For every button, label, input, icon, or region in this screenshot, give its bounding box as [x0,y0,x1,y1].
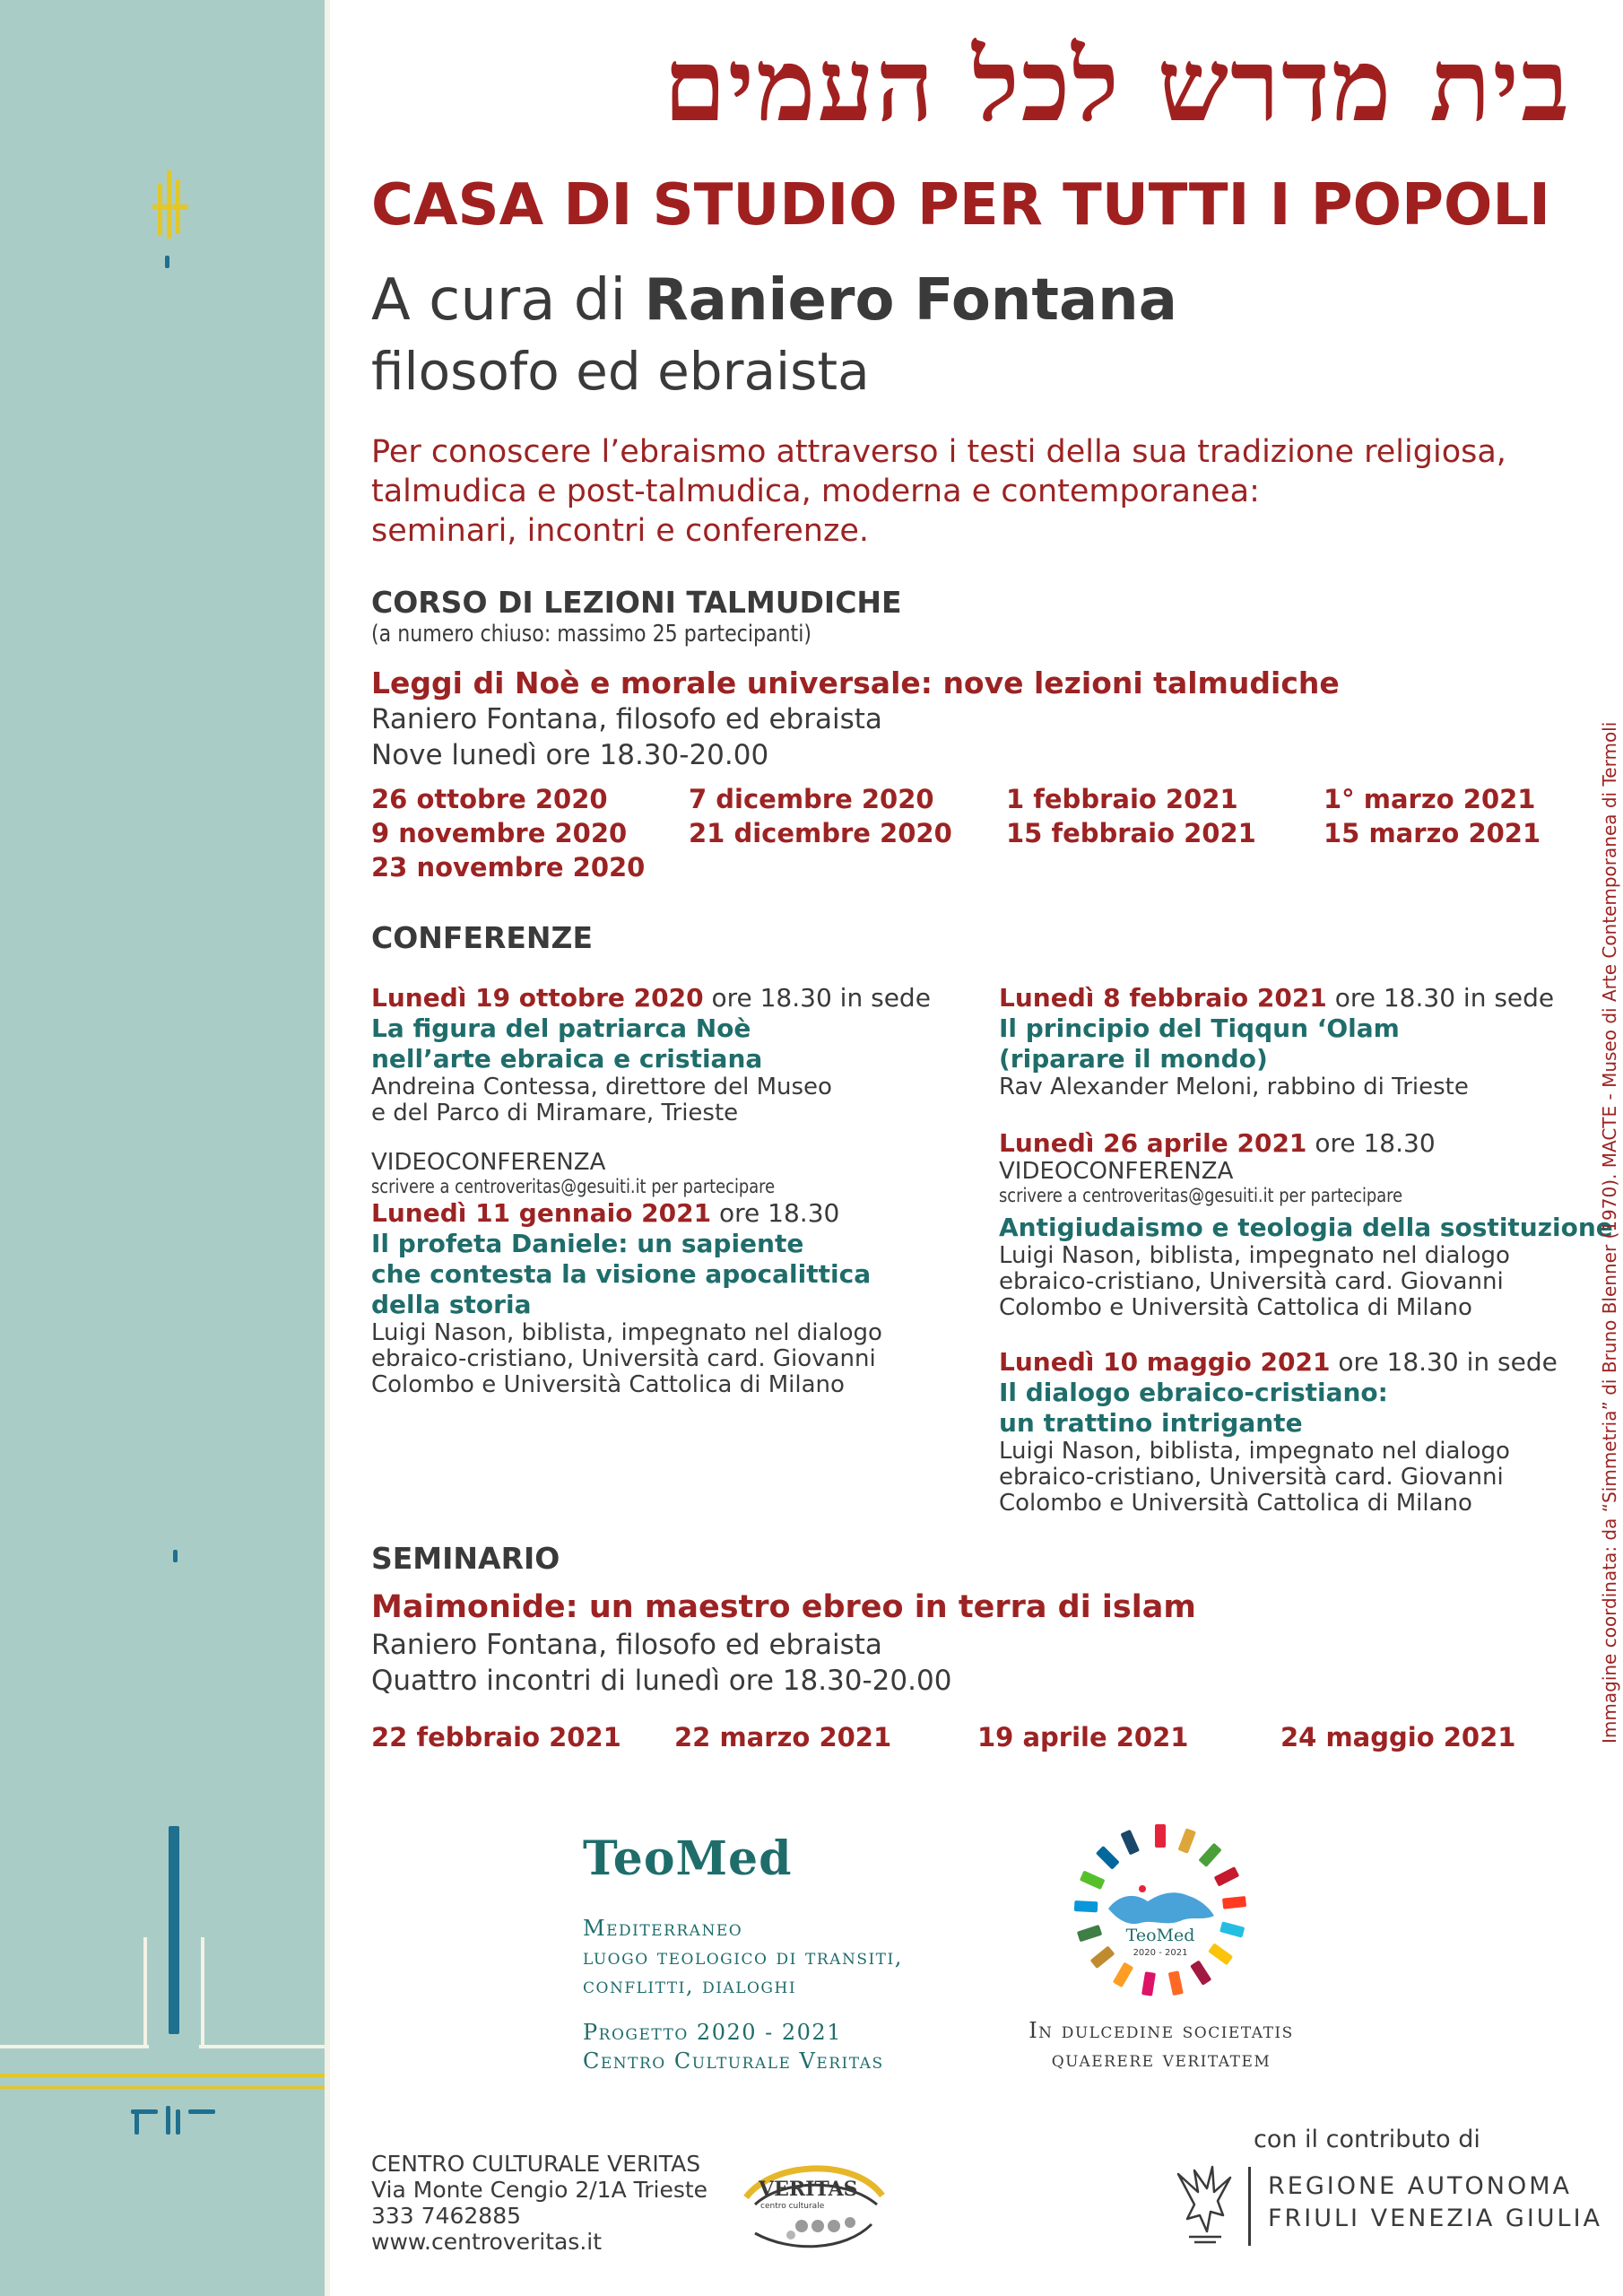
conference-time: ore 18.30 in sede [1330,1347,1558,1377]
logo-dot [786,2231,795,2239]
ring-segment [1074,1900,1098,1912]
conference-speaker: Colombo e Università Cattolica di Milano [999,1294,1472,1321]
region-name [1268,2170,1602,2235]
eagle-outline [1178,2167,1230,2231]
symbol-bar [176,2109,180,2135]
course-date: 21 dicembre 2020 [689,818,952,848]
conference-time: ore 18.30 in sede [703,983,931,1013]
conference-item [999,1128,1613,1321]
curator-prefix: A cura di [371,267,627,334]
ring-segment [1177,1828,1196,1854]
ring-segment [1214,1866,1240,1886]
conference-title: Il principio del Tiqqun ‘Olam [999,1013,1400,1043]
motto-line: quaerere veritatem [1051,2047,1271,2072]
conference-time: ore 18.30 [1306,1128,1436,1158]
seminar-date: 24 maggio 2021 [1280,1722,1516,1752]
conference-speaker: ebraico-cristiano, Università card. Giovanni [371,1345,876,1372]
seminar-date: 22 marzo 2021 [674,1722,892,1752]
ring-segment [1208,1943,1233,1965]
region-divider [1248,2167,1251,2246]
comb-tooth [158,184,162,236]
intro-text [371,432,1537,551]
white-line [0,2045,149,2048]
mediterranean-map-shape [1108,1892,1214,1924]
vertical-blue-mark [169,1826,179,2034]
conference-title: della storia [371,1290,532,1319]
decorative-side-strip [0,0,330,2296]
conference-date: Lunedì 8 febbraio 2021 [999,983,1327,1013]
conference-signup: scrivere a centroveritas@gesuiti.it per partecipare [999,1185,1403,1206]
footer-street: Via Monte Cengio 2/1A Trieste [371,2177,708,2203]
ring-segment [1155,1824,1166,1848]
curator-line [371,267,1177,334]
footer-address [371,2151,707,2255]
conference-speaker: ebraico-cristiano, Università card. Giovanni [999,1268,1504,1295]
seminar-heading: SEMINARIO [371,1541,560,1576]
ring-segment [1090,1945,1115,1969]
seminar-speaker: Raniero Fontana, filosofo ed ebraista [371,1629,882,1661]
conference-title: che contesta la visione apocalittica [371,1259,872,1289]
conference-speaker: Andreina Contessa, direttore del Museo [371,1074,832,1100]
conference-date: Lunedì 19 ottobre 2020 [371,983,704,1013]
region-line: FRIULI VENEZIA GIULIA [1268,2205,1603,2232]
symbol-bar [135,2109,139,2135]
course-schedule: Nove lunedì ore 18.30-20.00 [371,739,769,771]
course-date: 9 novembre 2020 [371,818,628,848]
veritas-logo [737,2152,890,2251]
seminar-title: Maimonide: un maestro ebreo in terra di islam [371,1589,1196,1625]
course-date: 26 ottobre 2020 [371,784,608,814]
logo-subtext: centro culturale [760,2202,825,2211]
conferences-heading: CONFERENZE [371,920,594,955]
badge-years: 2020 - 2021 [1133,1948,1188,1958]
conference-speaker: e del Parco di Miramare, Trieste [371,1100,739,1126]
conference-title: Il profeta Daniele: un sapiente [371,1229,804,1258]
badge-name: TeoMed [1125,1926,1195,1945]
course-date: 1° marzo 2021 [1324,784,1536,814]
conference-item [371,983,945,1126]
teomed-line: luogo teologico di transiti, [583,1944,903,1970]
course-date: 1 febbraio 2021 [1006,784,1238,814]
conference-speaker: ebraico-cristiano, Università card. Giovanni [999,1464,1504,1491]
footer-website: www.centroveritas.it [371,2229,603,2255]
ring-segment [1198,1843,1221,1867]
white-line [201,1937,204,2045]
ring-segment [1077,1925,1102,1942]
conference-time: ore 18.30 in sede [1326,983,1555,1013]
conference-date-line [999,1128,1573,1159]
region-line: REGIONE AUTONOMA [1268,2172,1572,2200]
course-note: (a numero chiuso: massimo 25 partecipanti) [371,621,812,648]
conference-date-line [371,983,945,1013]
conference-date-line [371,1198,945,1229]
conference-title: un trattino intrigante [999,1408,1303,1438]
conference-title: (riparare il mondo) [999,1044,1268,1074]
course-date: 7 dicembre 2020 [689,784,934,814]
eagle-icon [1171,2161,1237,2248]
conference-date-line [999,983,1573,1013]
course-date: 15 febbraio 2021 [1006,818,1256,848]
conference-mode: VIDEOCONFERENZA [999,1158,1234,1185]
ring-segment [1141,1971,1156,1996]
conference-title: Antigiudaismo e teologia della sostituzione [999,1213,1613,1242]
yellow-line [0,2086,325,2089]
seminar-schedule: Quattro incontri di lunedì ore 18.30-20.00 [371,1665,952,1697]
conference-title: nell’arte ebraica e cristiana [371,1044,763,1074]
conference-speaker: Rav Alexander Meloni, rabbino di Trieste [999,1074,1469,1100]
white-line [143,1937,147,2045]
motto-line: In dulcedine societatis [1028,2018,1294,2043]
ring-segment [1080,1870,1106,1890]
ring-segment [1096,1846,1120,1870]
footer-phone: 333 7462885 [371,2203,522,2229]
blue-dot [173,1550,178,1562]
logo-dot [845,2217,855,2228]
eagle-base [1189,2237,1221,2242]
logo-dot [795,2220,808,2232]
conference-date: Lunedì 26 aprile 2021 [999,1128,1307,1158]
conference-date-line [999,1347,1573,1378]
symbol-bar [166,2106,170,2135]
comb-bar [152,204,188,209]
logo-dot [828,2220,840,2232]
teomed-line: Progetto 2020 - 2021 [583,2020,842,2045]
course-heading: CORSO DI LEZIONI TALMUDICHE [371,585,902,620]
yellow-line [0,2074,325,2077]
conference-title: Il dialogo ebraico-cristiano: [999,1378,1388,1407]
image-credit: Immagine coordinata: da “Simmetria” di Bruno Blenner (1970). MACTE - Museo di Arte Contemporanea di Termoli [1599,721,1620,1744]
conference-speaker: Luigi Nason, biblista, impegnato nel dialogo [371,1319,882,1346]
conference-speaker: Colombo e Università Cattolica di Milano [999,1490,1472,1517]
conference-date: Lunedì 10 maggio 2021 [999,1347,1331,1377]
contribution-label: con il contributo di [1254,2126,1480,2153]
conference-item [999,1347,1573,1517]
ring-segment [1113,1962,1133,1988]
symbol-bar [188,2109,215,2114]
logo-text: VERITAS [759,2178,858,2201]
course-speaker: Raniero Fontana, filosofo ed ebraista [371,703,882,735]
conference-title: La figura del patriarca Noè [371,1013,751,1043]
ring-segment [1190,1960,1211,1985]
footer-org: CENTRO CULTURALE VERITAS [371,2151,701,2177]
logo-dot [812,2220,824,2232]
conference-item [999,983,1573,1100]
conference-signup: scrivere a centroveritas@gesuiti.it per partecipare [371,1176,776,1197]
course-date: 15 marzo 2021 [1324,818,1541,848]
strip-edge [325,0,330,2296]
conference-time: ore 18.30 [711,1198,840,1228]
intro-line: seminari, incontri e conferenze. [371,513,870,549]
course-date: 23 novembre 2020 [371,852,646,883]
conference-speaker: Colombo e Università Cattolica di Milano [371,1371,845,1398]
white-line [199,2045,330,2048]
map-marker [1139,1885,1146,1892]
page-title: CASA DI STUDIO PER TUTTI I POPOLI [371,172,1550,239]
conference-speaker: Luigi Nason, biblista, impegnato nel dialogo [999,1242,1510,1269]
curator-role: filosofo ed ebraista [371,341,870,402]
ring-segment [1168,1970,1184,1996]
course-title: Leggi di Noè e morale universale: nove lezioni talmudiche [371,665,1340,700]
ring-segment [1222,1896,1246,1909]
seminar-date: 19 aprile 2021 [977,1722,1189,1752]
teomed-line: Centro Culturale Veritas [583,2048,884,2074]
ring-segment [1120,1830,1140,1856]
conference-mode: VIDEOCONFERENZA [371,1149,606,1176]
intro-line: talmudica e post-talmudica, moderna e contemporanea: [371,474,1260,509]
conference-speaker: Luigi Nason, biblista, impegnato nel dialogo [999,1438,1510,1465]
blue-dot [165,256,169,268]
hebrew-title: בית מדרש לכל העמים [663,27,1571,144]
curator-name: Raniero Fontana [644,267,1177,334]
teomed-line: conflitti, dialoghi [583,1973,797,1998]
conference-item [371,1150,945,1398]
teomed-line: Mediterraneo [583,1916,743,1941]
seminar-date: 22 febbraio 2021 [371,1722,621,1752]
conference-date: Lunedì 11 gennaio 2021 [371,1198,712,1228]
teomed-logo: TeoMed [583,1831,793,1886]
ring-segment [1219,1921,1245,1937]
intro-line: Per conoscere l’ebraismo attraverso i testi della sua tradizione religiosa, [371,434,1506,470]
teomed-badge-logo [1072,1822,1248,1998]
